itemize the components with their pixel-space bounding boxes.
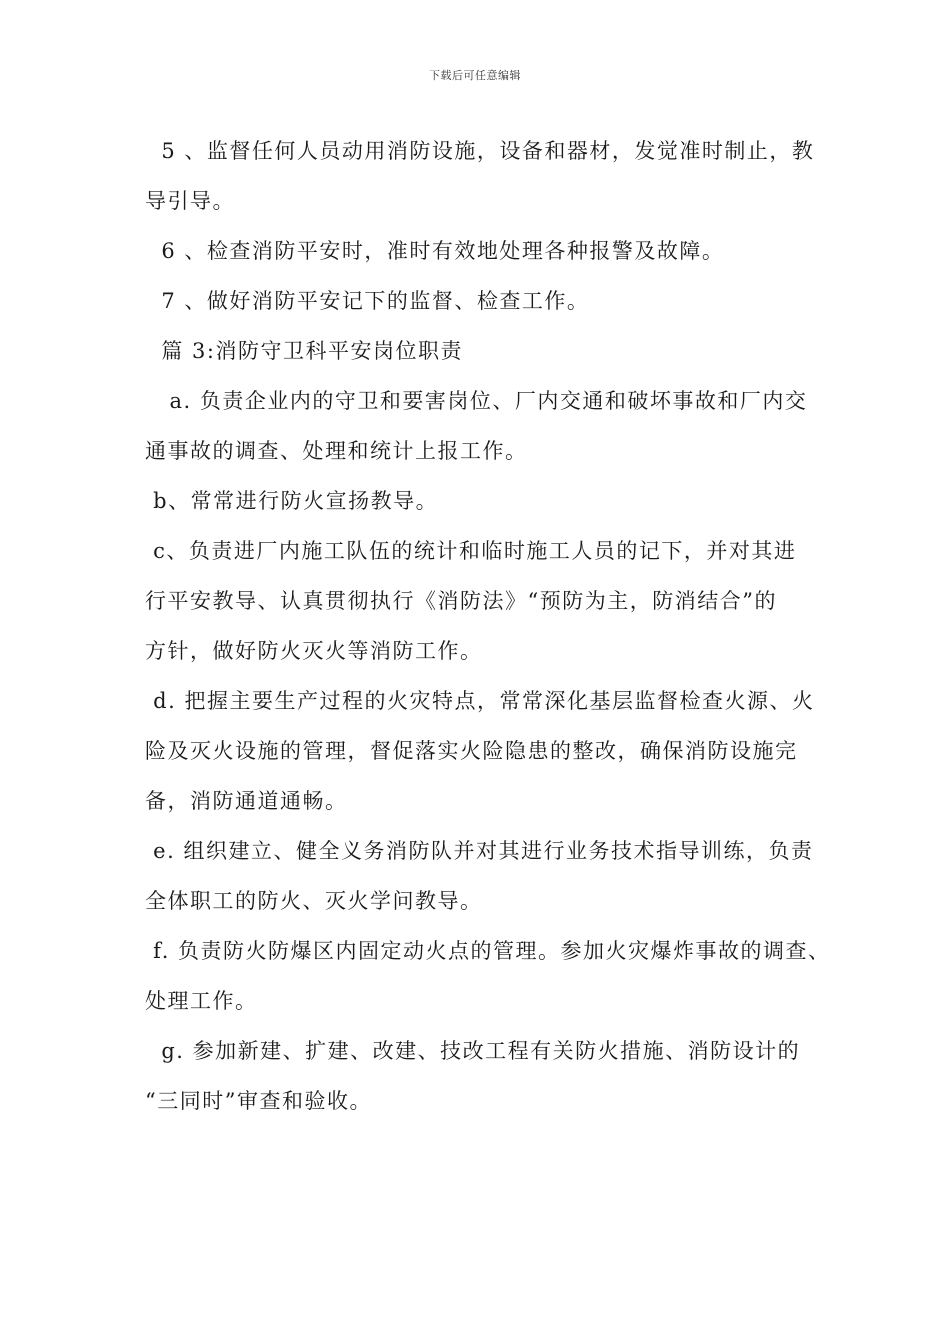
text-line: 备，消防通道通畅。 (145, 789, 348, 813)
section-heading: 篇 3:消防守卫科平安岗位职责 (145, 339, 463, 363)
text-line: 行平安教导、认真贯彻执行《消防法》“预防为主，防消结合”的 (145, 589, 777, 613)
text-line: 通事故的调查、处理和统计上报工作。 (145, 439, 528, 463)
text-line: f. 负责防火防爆区内固定动火点的管理。参加火灾爆炸事故的调查、 (145, 939, 831, 963)
text-line: 险及灭火设施的管理，督促落实火险隐患的整改，确保消防设施完 (145, 739, 798, 763)
text-line: 方针，做好防火灭火等消防工作。 (145, 639, 483, 663)
document-body (145, 133, 831, 1133)
text-line: 全体职工的防火、灭火学问教导。 (145, 889, 483, 913)
text-line: 7 、做好消防平安记下的监督、检查工作。 (145, 289, 590, 313)
page-header: 下载后可任意编辑 (429, 69, 521, 82)
text-line: 6 、检查消防平安时，准时有效地处理各种报警及故障。 (145, 239, 725, 263)
text-line: 处理工作。 (145, 989, 258, 1013)
text-line: 导引导。 (145, 189, 235, 213)
text-line: e. 组织建立、健全义务消防队并对其进行业务技术指导训练，负责 (145, 839, 814, 863)
text-line: d. 把握主要生产过程的火灾特点，常常深化基层监督检查火源、火 (145, 689, 815, 713)
text-line: “三同时”审查和验收。 (145, 1089, 372, 1113)
text-line: b、常常进行防火宣扬教导。 (145, 489, 439, 513)
text-line: 5 、监督任何人员动用消防设施，设备和器材，发觉准时制止，教 (145, 139, 815, 163)
text-line: g. 参加新建、扩建、改建、技改工程有关防火措施、消防设计的 (145, 1039, 801, 1063)
text-line: c、负责进厂内施工队伍的统计和临时施工人员的记下，并对其进 (145, 539, 797, 563)
text-line: a. 负责企业内的守卫和要害岗位、厂内交通和破坏事故和厂内交 (145, 389, 808, 413)
